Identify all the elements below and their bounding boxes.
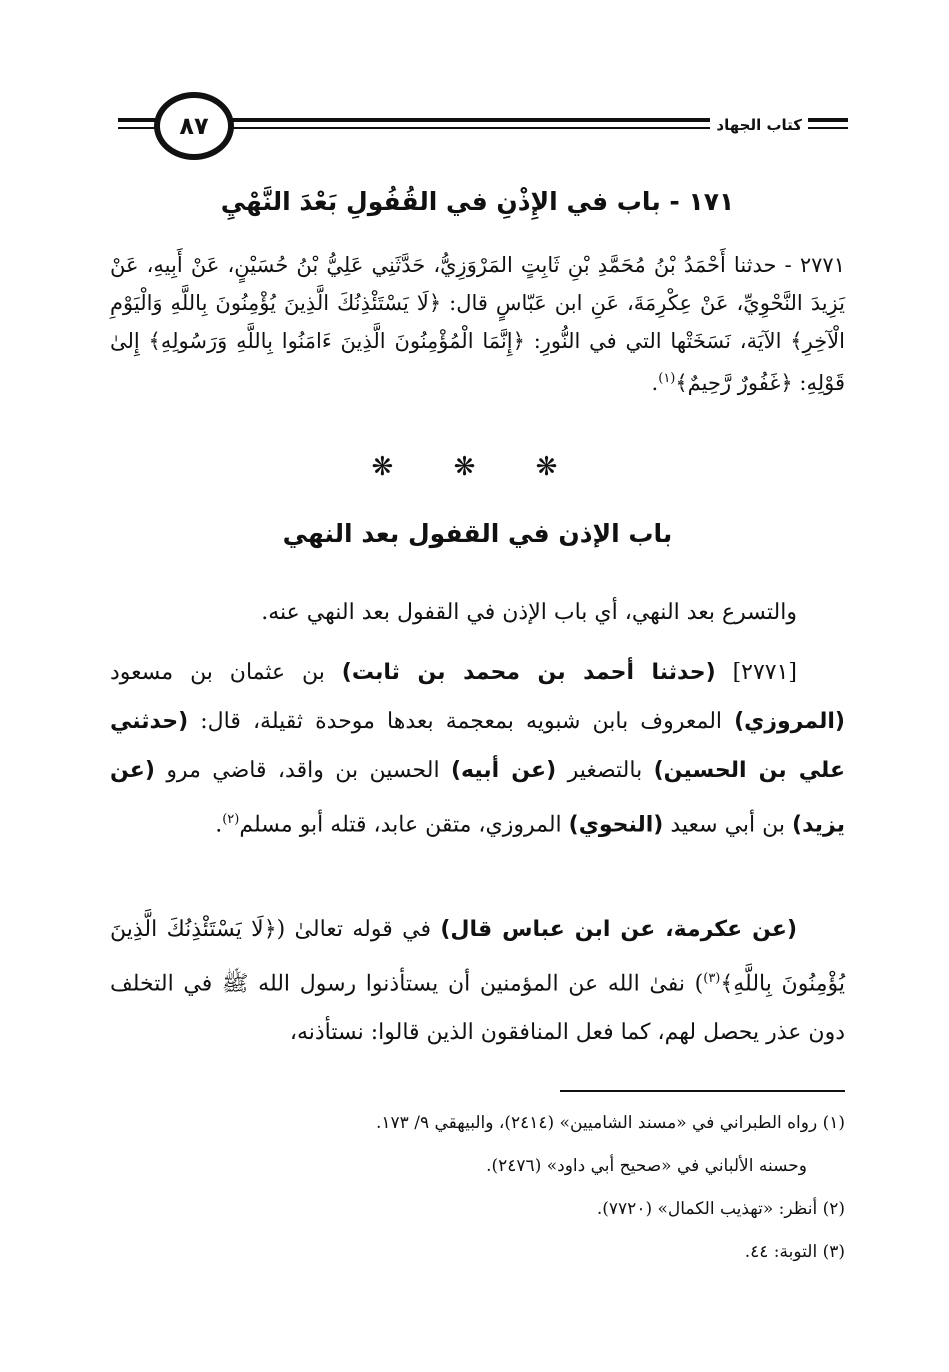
commentary-text: بالتصغير: [567, 758, 643, 783]
running-title: كتاب الجهاد: [710, 116, 808, 134]
page-number: ٨٧: [179, 112, 209, 140]
commentary-text: بن أبي سعيد: [670, 812, 786, 838]
commentary-text: الحسين بن واقد، قاضي مرو: [166, 758, 440, 783]
section-title: باب الإذن في القفول بعد النهي: [282, 519, 673, 548]
hadith-number: [٢٧٧١]: [732, 660, 798, 685]
footnotes: [110, 1102, 845, 1274]
footnote-2: (٢) أنظر: «تهذيب الكمال» (٧٧٢٠).: [596, 1199, 845, 1219]
quoted-text: (حدثنا أحمد بن محمد بن ثابت): [341, 660, 716, 685]
commentary-text: في قوله تعالىٰ (﴿لَا يَسْتَئْذِنُكَ الَّذِينَ يُؤْمِنُونَ بِاللَّهِ﴾: [110, 917, 845, 997]
footnote-ref-3[interactable]: (٣): [703, 971, 721, 986]
hadith-text: [110, 246, 845, 402]
commentary-text: بن عثمان بن مسعود: [110, 660, 325, 685]
footnote-divider: [560, 1090, 845, 1092]
quoted-text: (حدثني علي بن الحسين): [110, 709, 845, 783]
hadith-end: .: [651, 371, 659, 395]
commentary-paragraph-3: [110, 905, 845, 1057]
footnote-ref-1[interactable]: (١): [658, 371, 676, 386]
footnote-3: (٣) التوبة: ٤٤.: [744, 1242, 845, 1262]
quoted-text: (المروزي): [734, 709, 845, 734]
footnote-1: (١) رواه الطبراني في «مسند الشاميين» (٢٤١٤)، والبيهقي ٩/ ١٧٣.: [375, 1113, 845, 1133]
footnote-ref-2[interactable]: (٢): [222, 812, 240, 827]
commentary-text: المعروف بابن شبويه بمعجمة بعدها موحدة ثقيلة، قال:: [200, 709, 723, 734]
star-separator: ❋ ❋ ❋: [371, 452, 584, 482]
commentary-paragraph-1: والتسرع بعد النهي، أي باب الإذن في القفول بعد النهي عنه.: [261, 600, 797, 625]
hadith-body: ٢٧٧١ - حدثنا أَحْمَدُ بْنُ مُحَمَّدِ بْنِ ثَابِتٍ المَرْوَزِيُّ، حَدَّثَنِي عَلِيُّ بْنُ حُسَيْنٍ، عَنْ أَبِيهِ، عَنْ يَزِيدَ النَّحْوِيِّ، عَنْ عِكْرِمَةَ، عَنِ ابن عَبّاسٍ قال: ﴿لَا يَسْتَئْذِنُكَ الَّذِينَ يُؤْمِنُونَ بِاللَّهِ وَالْيَوْمِ الْآخِرِ﴾ الآيَة، نَسَخَتْها التي في النُّورِ: ﴿إِنَّمَا الْمُؤْمِنُونَ الَّذِينَ ءَامَنُوا بِاللَّهِ وَرَسُولِهِ﴾ إِلىٰ قَوْلِهِ: ﴿غَفُورٌ رَّحِيمٌ﴾: [110, 253, 845, 395]
quoted-text: (عن يزيد): [110, 758, 845, 838]
page-header: [118, 92, 848, 164]
commentary-text: ) نفىٰ الله عن المؤمنين أن يستأذنوا رسول الله ﷺ في التخلف دون عذر يحصل لهم، كما فعل المنافقون الذين قالوا: نستأذنه،: [110, 971, 845, 1046]
quoted-text: (النحوي): [568, 812, 664, 838]
quoted-text: (عن أبيه): [450, 758, 557, 783]
quoted-text: (عن عكرمة، عن ابن عباس قال): [440, 917, 797, 942]
header-rule-left: [118, 118, 158, 122]
page-number-badge: [154, 92, 234, 160]
footnote-1-continued: وحسنه الألباني في «صحيح أبي داود» (٢٤٧٦).: [486, 1156, 807, 1176]
commentary-end: .: [215, 812, 223, 838]
chapter-title: ١٧١ - باب في الإِذْنِ في القُفُولِ بَعْدَ النَّهْيِ: [220, 187, 735, 216]
header-rule-left-thin: [118, 127, 158, 129]
commentary-paragraph-2: [110, 648, 845, 849]
commentary-text: المروزي، متقن عابد، قتله أبو مسلم: [239, 812, 562, 838]
